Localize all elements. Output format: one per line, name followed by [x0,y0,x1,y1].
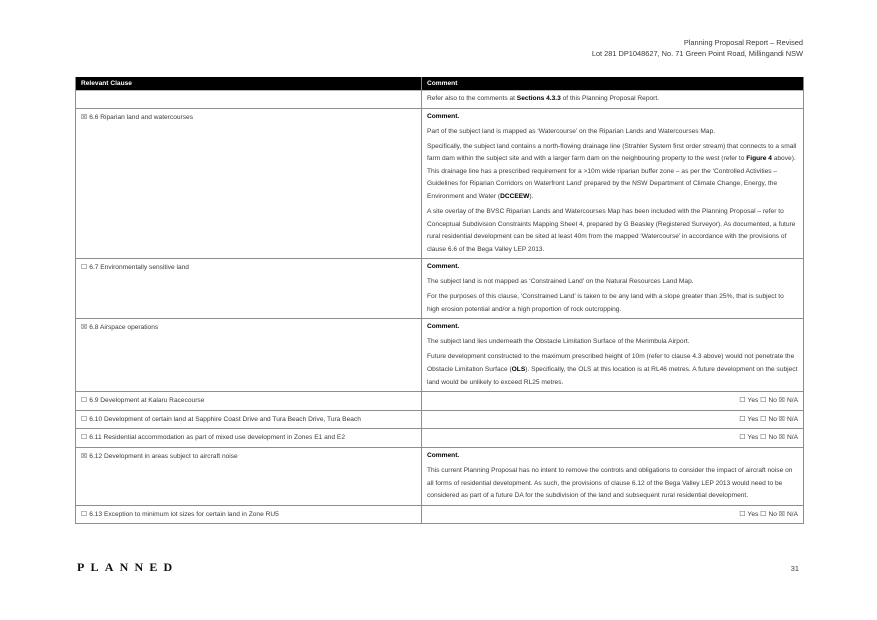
checked-box-icon[interactable]: ☒ [81,451,88,460]
comment-paragraph: This current Planning Proposal has no intent to remove the controls and obligations to consider the impact of aircraft noise on all forms of residential development. As such, the provisions of clause 6.12 of the Bega Valley LEP 2013 would need to be considered as part of a future DA for the subdivision of the land and subsequent rural residential development. [427,466,793,500]
comment-paragraph: For the purposes of this clause, ‘Constrained Land’ is taken to be any land with a slope greater than 25%, that is subject to high erosion potential and/or a high proportion of rock outcropping. [427,293,784,313]
table-row [76,429,804,448]
report-subtitle: Lot 281 DP1048627, No. 71 Green Point Road, Millingandi NSW [591,49,803,58]
clause-label: 6.7 Environmentally sensitive land [89,264,189,272]
na-checked-icon[interactable]: ☒ [778,414,785,423]
applicability-options: ☐ Yes ☐ No ☒ N/A [422,392,804,411]
comment-cell: Refer also to the comments at Sections 4.3.3 of this Planning Proposal Report. [422,91,804,109]
comment-paragraph: A site overlay of the BVSC Riparian Lands and Watercourses Map has been included with the Planning Proposal – refer to Conceptual Subdivision Constraints Mapping Sheet 4, prepared by G Beasley (Registered Surveyor). As documented, a future rural residential development can be sited at least 40m from the mapped ‘Watercourse’ in accordance with the provisions of clause 6.6 of the Bega Valley LEP 2013. [427,207,796,253]
comment-cell [422,319,804,392]
na-checked-icon[interactable]: ☒ [778,396,785,405]
comment-paragraph: The subject land lies underneath the Obstacle Limitation Surface of the Merimbula Airport. [427,338,690,346]
table-row [76,91,804,109]
comment-cell [422,259,804,319]
clause-label: 6.10 Development of certain land at Sapphire Coast Drive and Tura Beach Drive, Tura Beach [89,415,361,423]
comment-cell [422,108,804,259]
clause-label: 6.9 Development at Kalaru Racecourse [89,397,205,405]
table-row [76,392,804,411]
acronym: OLS [511,366,526,374]
yes-unchecked-icon[interactable]: ☐ [739,396,746,405]
checked-box-icon[interactable]: ☒ [81,323,88,332]
applicability-options: ☐ Yes ☐ No ☒ N/A [422,410,804,429]
report-title: Planning Proposal Report – Revised [683,38,803,47]
applicability-options: ☐ Yes ☐ No ☒ N/A [422,505,804,524]
table-row [76,505,804,524]
unchecked-box-icon[interactable]: ☐ [81,414,88,423]
comment-paragraph: Specifically, the subject land contains a north-flowing drainage line (Strahler System first order stream) that connects to a small farm dam within the subject site and with a larger farm dam on the neighbouring property to the west (refer to Figure 4 above). This drainage line has a prescribed requirement for a >10m wide riparian buffer zone – as per the ‘Controlled Activities – Guidelines for Riparian Corridors on Waterfront Land’ prepared by the NSW Department of Climate Change, Energy, the Environment and Water (DCCEEW). [427,142,797,200]
no-unchecked-icon[interactable]: ☐ [760,433,767,442]
page-number: 31 [790,564,799,573]
clause-cell [76,447,422,505]
clause-cell [76,505,422,524]
clause-cell [76,392,422,411]
clause-cell [76,108,422,259]
clause-cell [76,429,422,448]
clause-cell [76,410,422,429]
comment-title: Comment. [427,112,460,120]
clauses-table [75,77,804,524]
unchecked-box-icon[interactable]: ☐ [81,263,88,272]
table-row [76,108,804,259]
clause-label: 6.6 Riparian land and watercourses [89,113,194,121]
comment-paragraph: Future development constructed to the maximum prescribed height of 10m (refer to clause 4.3 above) would not penetrate the Obstacle Limitation Surface (OLS). Specifically, the OLS at this location is at RL46 metres. A future development on the subject land would be unlikely to exceed RL25 metres. [427,353,798,386]
clause-label: 6.8 Airspace operations [89,324,159,332]
figure-reference: Figure 4 [746,155,772,163]
comment-cell [422,447,804,505]
clause-cell [76,91,422,109]
column-header-clause: Relevant Clause [76,77,422,91]
comment-paragraph: The subject land is not mapped as ‘Constrained Land’ on the Natural Resources Land Map. [427,278,694,286]
comment-title: Comment. [427,323,460,331]
table-row [76,319,804,392]
clause-label: 6.12 Development in areas subject to aircraft noise [89,452,238,460]
table-header-row [76,77,804,91]
applicability-options: ☐ Yes ☐ No ☒ N/A [422,429,804,448]
no-unchecked-icon[interactable]: ☐ [760,414,767,423]
comment-title: Comment. [427,263,460,271]
clause-cell [76,319,422,392]
table-row [76,447,804,505]
planned-logo: PLANNED [77,560,179,574]
no-unchecked-icon[interactable]: ☐ [760,396,767,405]
yes-unchecked-icon[interactable]: ☐ [739,414,746,423]
unchecked-box-icon[interactable]: ☐ [81,509,88,518]
acronym: DCCEEW [500,192,530,200]
unchecked-box-icon[interactable]: ☐ [81,433,88,442]
yes-unchecked-icon[interactable]: ☐ [739,433,746,442]
column-header-comment: Comment [422,77,804,91]
clause-label: 6.11 Residential accommodation as part of mixed use development in Zones E1 and E2 [89,434,345,442]
unchecked-box-icon[interactable]: ☐ [81,396,88,405]
comment-title: Comment. [427,451,460,459]
clause-cell [76,259,422,319]
clause-label: 6.13 Exception to minimum lot sizes for certain land in Zone RU5 [89,510,279,518]
section-reference: Sections 4.3.3 [516,95,561,102]
no-unchecked-icon[interactable]: ☐ [760,509,767,518]
yes-unchecked-icon[interactable]: ☐ [739,509,746,518]
na-checked-icon[interactable]: ☒ [778,433,785,442]
checked-box-icon[interactable]: ☒ [81,112,88,121]
table-row [76,410,804,429]
na-checked-icon[interactable]: ☒ [778,509,785,518]
table-row [76,259,804,319]
page-header [592,37,803,59]
comment-paragraph: Part of the subject land is mapped as ‘Watercourse’ on the Riparian Lands and Watercourses Map. [427,127,716,135]
